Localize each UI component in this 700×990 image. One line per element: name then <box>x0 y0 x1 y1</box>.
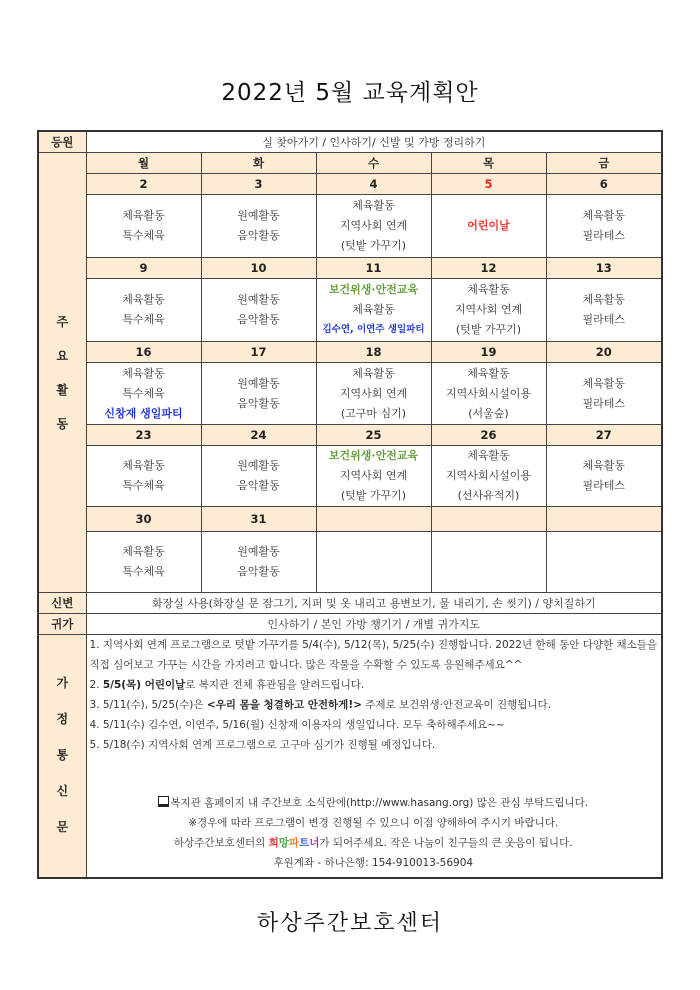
activity-cell: 보건위생·안전교육 체육활동 김수연, 이연주 생일파티 <box>316 279 431 342</box>
homepage-note: 복지관 홈페이지 내 주간보호 소식란에(http://www.hasang.org) 많은 관심 부탁드립니다. <box>90 793 658 813</box>
date-cell: 26 <box>431 425 546 446</box>
holiday-label: 어린이날 <box>467 219 510 232</box>
activity-cell: 체육활동 특수체육 신창재 생일파티 <box>86 363 201 425</box>
activity-row <box>38 532 662 593</box>
date-cell: 17 <box>201 342 316 363</box>
date-cell: 11 <box>316 258 431 279</box>
going-home-text: 인사하기 / 본인 가방 챙기기 / 개별 귀가지도 <box>86 614 662 635</box>
weekday-tue: 화 <box>201 153 316 174</box>
date-cell: 20 <box>546 342 662 363</box>
date-cell: 19 <box>431 342 546 363</box>
date-cell: 9 <box>86 258 201 279</box>
activity-cell: 체육활동 지역사회 연계 (고구마 심기) <box>316 363 431 425</box>
activity-cell: 체육활동 필라테스 <box>546 363 662 425</box>
date-cell: 24 <box>201 425 316 446</box>
birthday-label: 김수연, 이연주 생일파티 <box>322 324 425 335</box>
notice-item-4: 4. 5/11(수) 김수연, 이연주, 5/16(월) 신창재 이용자의 생일입니다. 모두 축하해주세요~~ <box>89 719 505 731</box>
weekday-header-row <box>38 153 662 174</box>
going-home-row <box>38 614 662 635</box>
newsletter-label: 가 정 통 신 문 <box>38 635 86 878</box>
activity-cell: 체육활동 지역사회 연계 (텃밭 가꾸기) <box>431 279 546 342</box>
notice-item-2: 2. 5/5(목) 어린이날로 복지관 전체 휴관됨을 알려드립니다. <box>89 679 365 691</box>
activity-cell: 보건위생·안전교육 지역사회 연계 (텃밭 가꾸기) <box>316 446 431 507</box>
date-cell: 10 <box>201 258 316 279</box>
date-row <box>38 258 662 279</box>
date-cell: 2 <box>86 174 201 195</box>
activity-cell: 원예활동 음악활동 <box>201 363 316 425</box>
date-row <box>38 507 662 532</box>
activity-row <box>38 363 662 425</box>
weekday-mon: 월 <box>86 153 201 174</box>
center-name: 하상주간보호센터 <box>256 911 444 936</box>
date-cell: 31 <box>201 507 316 532</box>
partner-note: 하상주간보호센터의 희망파트너가 되어주세요. 작은 나눔이 친구들의 큰 웃음이 됩니다. <box>173 837 573 849</box>
date-cell-holiday: 5 <box>431 174 546 195</box>
hygiene-row <box>38 593 662 614</box>
arrival-label: 등원 <box>38 131 86 153</box>
newsletter-content <box>86 635 662 878</box>
activity-row <box>38 195 662 258</box>
date-cell: 6 <box>546 174 662 195</box>
date-cell: 16 <box>86 342 201 363</box>
newsletter-row <box>38 635 662 878</box>
activity-cell: 체육활동 특수체육 <box>86 446 201 507</box>
activity-cell: 체육활동 지역사회시설이용 (서울숲) <box>431 363 546 425</box>
activity-cell: 원예활동 음악활동 <box>201 532 316 593</box>
date-cell: 13 <box>546 258 662 279</box>
weekday-wed: 수 <box>316 153 431 174</box>
activity-cell: 체육활동 필라테스 <box>546 195 662 258</box>
date-cell: 4 <box>316 174 431 195</box>
activity-cell: 원예활동 음악활동 <box>201 279 316 342</box>
activity-cell: 체육활동 특수체육 <box>86 279 201 342</box>
donation-account: 후원계좌 - 하나은행: 154-910013-56904 <box>273 857 474 869</box>
date-cell: 30 <box>86 507 201 532</box>
activity-cell: 체육활동 필라테스 <box>546 446 662 507</box>
date-cell: 12 <box>431 258 546 279</box>
notice-item-5: 5. 5/18(수) 지역사회 연계 프로그램으로 고구마 심기가 진행될 예정입니다. <box>89 739 436 751</box>
date-row <box>38 425 662 446</box>
activity-cell: 체육활동 지역사회시설이용 (선사유적지) <box>431 446 546 507</box>
education-plan-table <box>37 130 663 879</box>
activity-cell-empty <box>431 532 546 593</box>
activity-cell: 원예활동 음악활동 <box>201 446 316 507</box>
page-title: 2022년 5월 교육계획안 <box>221 80 479 106</box>
notice-item-3: 3. 5/11(수), 5/25(수)은 <우리 몸을 청결하고 안전하게!> 주제로 보건위생·안전교육이 진행됩니다. <box>89 699 552 711</box>
education-label: 보건위생·안전교육 <box>328 283 419 296</box>
activity-cell: 체육활동 지역사회 연계 (텃밭 가꾸기) <box>316 195 431 258</box>
date-cell-empty <box>546 507 662 532</box>
arrival-text: 실 찾아가기 / 인사하기/ 신발 및 가방 정리하기 <box>86 131 662 153</box>
date-cell: 18 <box>316 342 431 363</box>
date-cell: 3 <box>201 174 316 195</box>
activity-cell: 체육활동 특수체육 <box>86 195 201 258</box>
monitor-icon <box>158 796 169 807</box>
activity-cell: 체육활동 필라테스 <box>546 279 662 342</box>
activity-cell: 원예활동 음악활동 <box>201 195 316 258</box>
activity-cell-empty <box>316 532 431 593</box>
activity-cell: 체육활동 특수체육 <box>86 532 201 593</box>
notice-item-1: 1. 지역사회 연계 프로그램으로 텃밭 가꾸기를 5/4(수), 5/12(목), 5/25(수) 진행합니다. 2022년 한해 동안 다양한 채소들을 직접 심어보고 가꾸는 시간을 가지려고 합니다. 많은 작물을 수확할 수 있도록 응원해주세요^^ <box>89 639 658 671</box>
change-notice: ※경우에 따라 프로그램이 변경 진행될 수 있으니 이점 양해하여 주시기 바랍니다. <box>188 817 559 829</box>
birthday-label: 신창재 생일파티 <box>104 406 183 420</box>
date-row <box>38 174 662 195</box>
date-cell: 27 <box>546 425 662 446</box>
spacer <box>90 755 658 793</box>
arrival-row <box>38 131 662 153</box>
date-cell-empty <box>431 507 546 532</box>
main-activity-label: 주 요 활 동 <box>38 153 86 593</box>
activity-cell-holiday <box>431 195 546 258</box>
date-cell: 23 <box>86 425 201 446</box>
date-row <box>38 342 662 363</box>
education-label: 보건위생·안전교육 <box>328 449 419 462</box>
hygiene-text: 화장실 사용(화장실 문 잠그기, 지퍼 및 옷 내리고 용변보기, 물 내리기, 손 씻기) / 양치질하기 <box>86 593 662 614</box>
date-cell-empty <box>316 507 431 532</box>
weekday-thu: 목 <box>431 153 546 174</box>
activity-cell-empty <box>546 532 662 593</box>
activity-row <box>38 279 662 342</box>
weekday-fri: 금 <box>546 153 662 174</box>
activity-row <box>38 446 662 507</box>
hygiene-label: 신변 <box>38 593 86 614</box>
going-home-label: 귀가 <box>38 614 86 635</box>
date-cell: 25 <box>316 425 431 446</box>
